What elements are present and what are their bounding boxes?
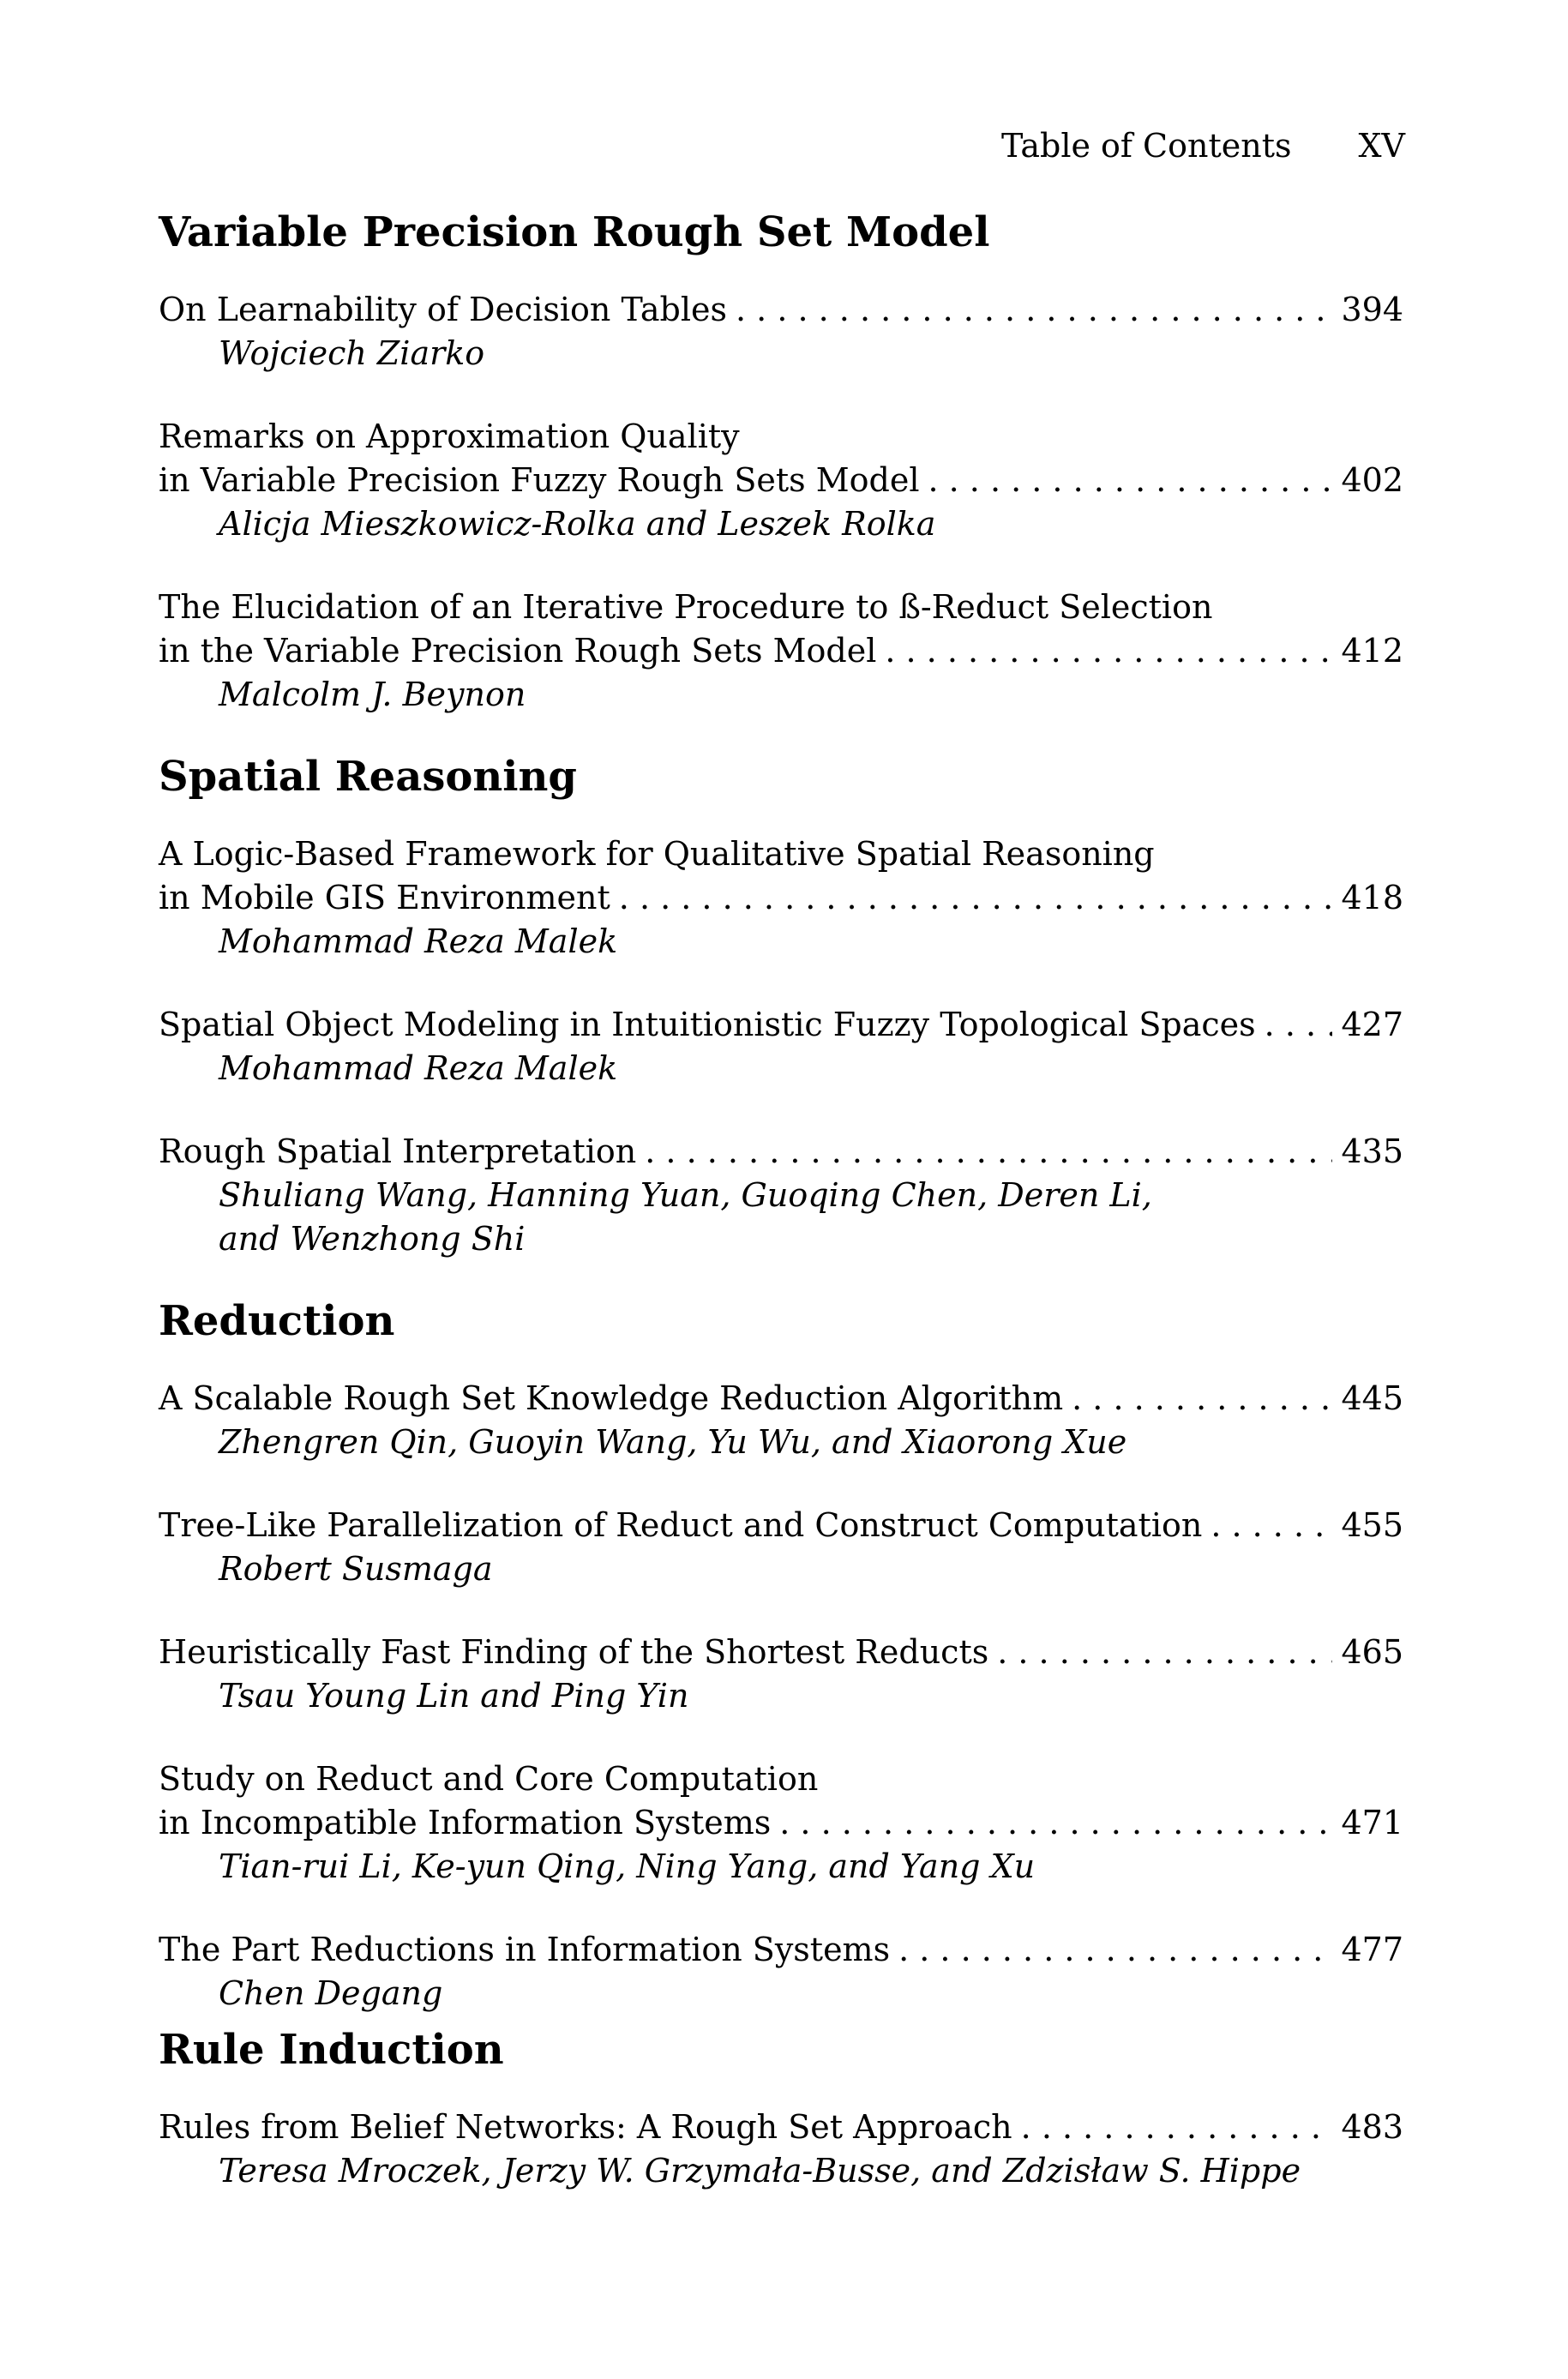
entry-title-text: Tree-Like Parallelization of Reduct and Construct Computation: [159, 1506, 1203, 1544]
entry-list: [159, 288, 1403, 717]
leader-dots: [1021, 2106, 1333, 2149]
toc-entry[interactable]: [159, 832, 1403, 964]
entry-title-text: A Scalable Rough Set Knowledge Reduction Algorithm: [159, 1379, 1064, 1417]
section-spatial-reasoning: [159, 752, 1403, 1261]
entry-title-text: in Mobile GIS Environment: [159, 879, 610, 916]
toc-entry[interactable]: [159, 2106, 1403, 2193]
leader-dots: [736, 288, 1332, 332]
toc-entry[interactable]: [159, 1130, 1403, 1261]
entry-title-line: [159, 1757, 1403, 1801]
entry-page-number[interactable]: 445: [1341, 1379, 1403, 1417]
section-title: Spatial Reasoning: [159, 753, 577, 801]
entry-title-text: in Variable Precision Fuzzy Rough Sets Model: [159, 461, 920, 499]
entry-title-line: [159, 832, 1403, 876]
entry-title-line: [159, 1504, 1403, 1547]
entry-title-text: Study on Reduct and Core Computation: [159, 1760, 819, 1798]
entry-title-text: Heuristically Fast Finding of the Shortest Reducts: [159, 1633, 989, 1671]
entry-title-text: On Learnability of Decision Tables: [159, 291, 727, 328]
entry-page-number[interactable]: 465: [1341, 1633, 1403, 1671]
leader-dots: [1211, 1504, 1332, 1547]
entry-list: [159, 832, 1403, 1261]
toc-entry[interactable]: [159, 1757, 1403, 1889]
leader-dots: [997, 1631, 1332, 1674]
entry-title-text: A Logic-Based Framework for Qualitative Spatial Reasoning: [159, 835, 1155, 873]
running-head-page: XV: [1358, 127, 1405, 165]
entry-authors: Mohammad Reza Malek: [219, 1049, 618, 1087]
entry-list: [159, 2106, 1403, 2193]
entry-page-number[interactable]: 477: [1341, 1931, 1403, 1968]
leader-dots: [645, 1130, 1332, 1174]
entry-authors: and Wenzhong Shi: [219, 1220, 526, 1258]
entry-authors: Teresa Mroczek, Jerzy W. Grzymała-Busse, and Zdzisław S. Hippe: [219, 2152, 1301, 2190]
entry-page-number[interactable]: 418: [1341, 879, 1403, 916]
section-reduction: [159, 1296, 1403, 2016]
entry-page-number[interactable]: 402: [1341, 461, 1403, 499]
toc-entry[interactable]: [159, 1504, 1403, 1591]
entry-list: [159, 1377, 1403, 2016]
leader-dots: [1072, 1377, 1332, 1421]
entry-title-text: in the Variable Precision Rough Sets Model: [159, 632, 877, 670]
leader-dots: [1265, 1003, 1333, 1047]
entry-title-text: Rules from Belief Networks: A Rough Set Approach: [159, 2108, 1012, 2146]
entry-title-line: [159, 459, 1403, 502]
entry-title-text: Remarks on Approximation Quality: [159, 418, 740, 455]
entry-page-number[interactable]: 483: [1341, 2108, 1403, 2146]
running-head-label: Table of Contents: [1000, 127, 1292, 165]
section-title: Variable Precision Rough Set Model: [159, 208, 990, 256]
entry-page-number[interactable]: 394: [1341, 291, 1403, 328]
entry-title-line: [159, 586, 1403, 629]
entry-authors: Tian-rui Li, Ke-yun Qing, Ning Yang, and Yang Xu: [219, 1847, 1036, 1885]
toc-entry[interactable]: [159, 1631, 1403, 1718]
entry-title-text: Spatial Object Modeling in Intuitionistic Fuzzy Topological Spaces: [159, 1006, 1256, 1043]
leader-dots: [885, 629, 1332, 673]
entry-title-line: [159, 1801, 1403, 1845]
entry-title-line: [159, 1003, 1403, 1047]
toc-entry[interactable]: [159, 586, 1403, 717]
entry-title-text: in Incompatible Information Systems: [159, 1804, 772, 1841]
leader-dots: [779, 1801, 1332, 1845]
toc-entry[interactable]: [159, 288, 1403, 375]
leader-dots: [898, 1928, 1332, 1972]
toc-entry[interactable]: [159, 1003, 1403, 1090]
entry-title-line: [159, 629, 1403, 673]
entry-title-line: [159, 288, 1403, 332]
entry-title-line: [159, 415, 1403, 459]
toc-entry[interactable]: [159, 415, 1403, 546]
entry-title-line: [159, 1631, 1403, 1674]
entry-authors: Wojciech Ziarko: [219, 334, 485, 372]
entry-page-number[interactable]: 471: [1341, 1804, 1403, 1841]
entry-authors: Shuliang Wang, Hanning Yuan, Guoqing Chen, Deren Li,: [219, 1176, 1152, 1214]
entry-page-number[interactable]: 455: [1341, 1506, 1403, 1544]
entry-title-line: [159, 876, 1403, 920]
entry-page-number[interactable]: 435: [1341, 1132, 1403, 1170]
entry-title-text: The Elucidation of an Iterative Procedure to ß-Reduct Selection: [159, 588, 1213, 626]
leader-dots: [619, 876, 1333, 920]
entry-title-line: [159, 1928, 1403, 1972]
entry-page-number[interactable]: 412: [1341, 632, 1403, 670]
entry-authors: Malcolm J. Beynon: [219, 676, 526, 713]
section-title: Reduction: [159, 1297, 395, 1345]
leader-dots: [928, 459, 1332, 502]
entry-title-line: [159, 2106, 1403, 2149]
toc-entry[interactable]: [159, 1377, 1403, 1464]
entry-authors: Alicja Mieszkowicz-Rolka and Leszek Rolka: [219, 505, 936, 543]
entry-page-number[interactable]: 427: [1341, 1006, 1403, 1043]
toc-entry[interactable]: [159, 1928, 1403, 2016]
entry-authors: Robert Susmaga: [219, 1550, 493, 1588]
entry-authors: Mohammad Reza Malek: [219, 922, 618, 960]
entry-authors: Zhengren Qin, Guoyin Wang, Yu Wu, and Xiaorong Xue: [219, 1423, 1127, 1461]
section-variable-precision: [159, 207, 1403, 717]
section-title: Rule Induction: [159, 2026, 504, 2074]
entry-title-text: Rough Spatial Interpretation: [159, 1132, 637, 1170]
entry-title-line: [159, 1130, 1403, 1174]
section-rule-induction: [159, 2025, 1403, 2193]
entry-title-text: The Part Reductions in Information Systems: [159, 1931, 891, 1968]
running-head: [1001, 127, 1405, 165]
entry-authors: Chen Degang: [219, 1974, 443, 2012]
entry-title-line: [159, 1377, 1403, 1421]
entry-authors: Tsau Young Lin and Ping Yin: [219, 1677, 689, 1715]
